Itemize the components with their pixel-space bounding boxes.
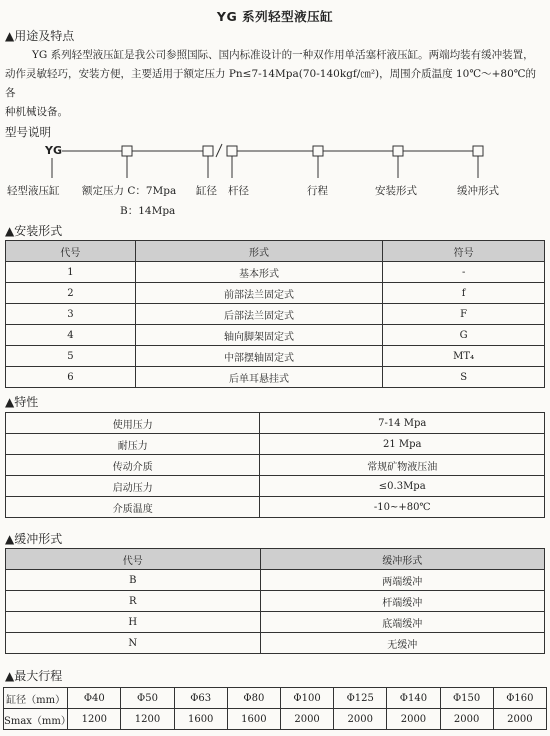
label-buffer: 缓冲形式	[457, 185, 499, 197]
header-code: 代号	[6, 549, 261, 570]
table-row	[6, 304, 545, 325]
label-rod: 杆径	[228, 185, 249, 197]
slash-mark	[216, 144, 222, 157]
cell: -10~+80℃	[260, 497, 545, 518]
table-row	[6, 346, 545, 367]
table-header-row	[6, 549, 545, 570]
cell: MT₄	[383, 346, 545, 367]
cell: 前部法兰固定式	[135, 283, 383, 304]
cell: Φ100	[280, 688, 333, 709]
cell: 1	[6, 262, 136, 283]
cell: Φ150	[440, 688, 493, 709]
section-features-heading: ▲特性	[5, 395, 39, 409]
cell: S	[383, 367, 545, 388]
cell: 介质温度	[6, 497, 260, 518]
cell: 传动介质	[6, 455, 260, 476]
buffer-table	[5, 548, 545, 654]
table-row	[6, 612, 545, 633]
cell: 后部法兰固定式	[135, 304, 383, 325]
cell: 2000	[440, 709, 493, 730]
model-prefix: YG	[45, 144, 62, 157]
table-row	[6, 325, 545, 346]
cell: R	[6, 591, 261, 612]
cell: 常规矿物液压油	[260, 455, 545, 476]
cell: B	[6, 570, 261, 591]
cell: 21 Mpa	[260, 434, 545, 455]
cell: 2000	[493, 709, 546, 730]
label-pressure-b: B：14Mpa	[120, 205, 176, 217]
cell: Φ125	[334, 688, 387, 709]
section-usage-heading: ▲用途及特点	[5, 29, 75, 43]
paragraph-line: YG 系列轻型液压缸是我公司参照国际、国内标准设计的一种双作用单活塞杆液压缸。两端均装有缓冲装置，	[32, 49, 534, 61]
table-row	[6, 476, 545, 497]
cell: 5	[6, 346, 136, 367]
table-row	[6, 633, 545, 654]
cell: F	[383, 304, 545, 325]
cell: 1200	[68, 709, 121, 730]
model-box-mount	[393, 146, 403, 156]
cell: f	[383, 283, 545, 304]
table-row	[6, 591, 545, 612]
cell: -	[383, 262, 545, 283]
section-buffer-heading: ▲缓冲形式	[5, 532, 63, 546]
cell: 启动压力	[6, 476, 260, 497]
table-row	[4, 709, 547, 730]
label-mounting: 安装形式	[375, 185, 417, 197]
table-row	[6, 262, 545, 283]
cell: 6	[6, 367, 136, 388]
header-buffer-type: 缓冲形式	[260, 549, 544, 570]
cell: 基本形式	[135, 262, 383, 283]
cell: 无缓冲	[260, 633, 544, 654]
header-code: 代号	[6, 241, 136, 262]
label-light-cylinder: 轻型液压缸	[7, 185, 60, 197]
table-row	[6, 283, 545, 304]
section-model-heading: 型号说明	[5, 125, 51, 139]
cell: 1600	[227, 709, 280, 730]
cell: 后单耳悬挂式	[135, 367, 383, 388]
page-title: YG 系列轻型液压缸	[216, 9, 334, 24]
cell: Φ140	[387, 688, 440, 709]
cell: ≤0.3Mpa	[260, 476, 545, 497]
cell: 耐压力	[6, 434, 260, 455]
label-rated-pressure: 额定压力 C：7Mpa	[82, 185, 177, 197]
stroke-table	[3, 687, 547, 730]
cell: 两端缓冲	[260, 570, 544, 591]
cell: 3	[6, 304, 136, 325]
table-row	[6, 434, 545, 455]
cell: 7-14 Mpa	[260, 413, 545, 434]
cell: Φ50	[121, 688, 174, 709]
cell: H	[6, 612, 261, 633]
cell: 2000	[280, 709, 333, 730]
table-row	[6, 570, 545, 591]
install-table	[5, 240, 545, 388]
table-row	[4, 688, 547, 709]
cell: 中部摆轴固定式	[135, 346, 383, 367]
section-stroke-heading: ▲最大行程	[5, 669, 63, 683]
header-symbol: 符号	[383, 241, 545, 262]
label-bore: 缸径	[196, 185, 217, 197]
cell: 1200	[121, 709, 174, 730]
cell: 杆端缓冲	[260, 591, 544, 612]
cell: Φ160	[493, 688, 546, 709]
cell: N	[6, 633, 261, 654]
header-form: 形式	[135, 241, 383, 262]
cell: 2000	[334, 709, 387, 730]
cell: 2	[6, 283, 136, 304]
cell: G	[383, 325, 545, 346]
paragraph-line: 种机械设备。	[5, 106, 68, 118]
table-row	[6, 413, 545, 434]
cell: 4	[6, 325, 136, 346]
row-label-bore: 缸径（mm）	[4, 688, 68, 709]
cell: 轴向脚架固定式	[135, 325, 383, 346]
model-box-bore	[203, 146, 213, 156]
model-box-buffer	[473, 146, 483, 156]
usage-paragraph	[5, 46, 545, 122]
cell: Φ63	[174, 688, 227, 709]
table-row	[6, 367, 545, 388]
table-header-row	[6, 241, 545, 262]
cell: 底端缓冲	[260, 612, 544, 633]
cell: 2000	[387, 709, 440, 730]
cell: Φ40	[68, 688, 121, 709]
paragraph-line: 动作灵敏轻巧，安装方便，主要适用于额定压力 Pn≤7-14Mpa(70-140kgf/㎝²)，周围介质温度 10℃～+80℃的各	[5, 68, 536, 99]
cell: Φ80	[227, 688, 280, 709]
section-install-heading: ▲安装形式	[5, 224, 63, 238]
table-row	[6, 455, 545, 476]
label-stroke: 行程	[307, 185, 328, 197]
cell: 使用压力	[6, 413, 260, 434]
model-box-rod	[227, 146, 237, 156]
model-box-stroke	[313, 146, 323, 156]
row-label-smax: Smax（mm）	[4, 709, 68, 730]
features-table	[5, 412, 545, 518]
model-box-pressure	[122, 146, 132, 156]
table-row	[6, 497, 545, 518]
cell: 1600	[174, 709, 227, 730]
